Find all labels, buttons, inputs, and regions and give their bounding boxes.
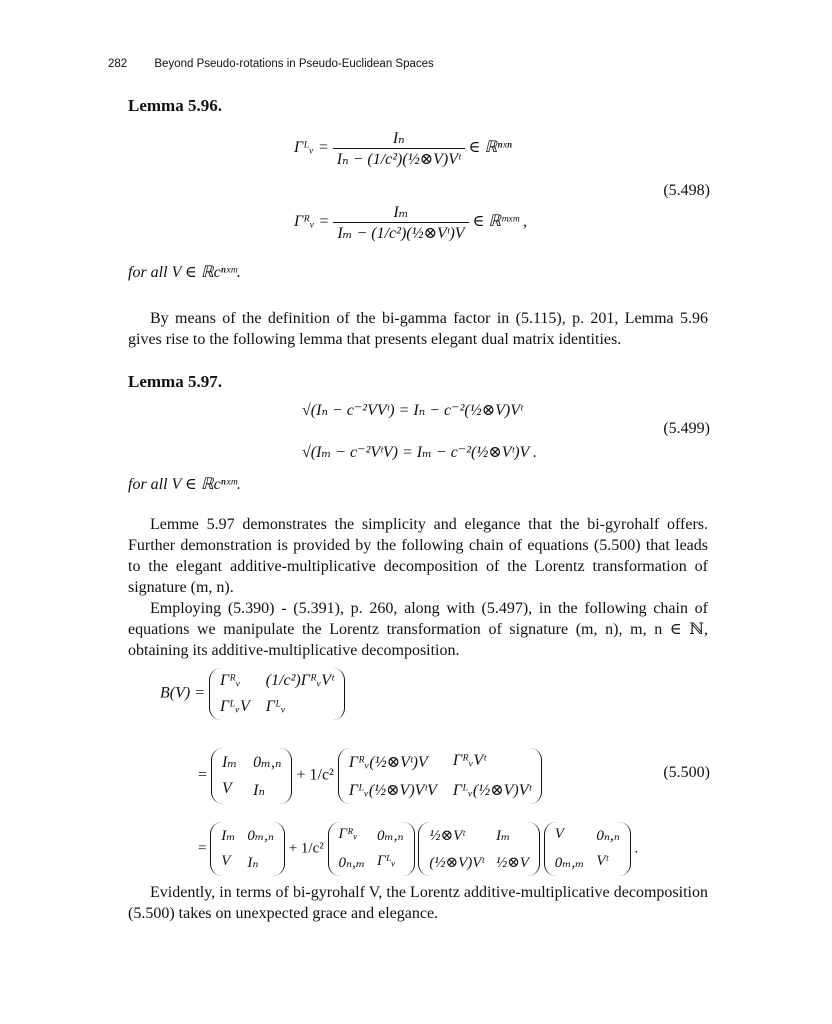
matrix-cell: (½⊗V)Vᵗ bbox=[429, 855, 484, 871]
eq-rhs: ∈ ℝⁿˣⁿ bbox=[468, 139, 512, 157]
matrix-cell: Iₙ bbox=[247, 855, 259, 871]
matrix-cell: V bbox=[221, 853, 231, 869]
matrix-cell: (1/c²)ΓᴿᵥVᵗ bbox=[265, 672, 334, 689]
paragraph-2: Lemme 5.97 demonstrates the simplicity and elegance that the bi-gyrohalf offers. Further demonstration is provided by the following chain of equations (5.500) that leads to the elegant additive-multiplicative decomposition of the Lorentz transformation of signature (m, n). bbox=[128, 516, 708, 596]
matrix-cell: Γᴿᵥ bbox=[338, 826, 358, 842]
matrix-cell: Γᴸᵥ(½⊗V)VᵗV bbox=[348, 782, 437, 799]
denominator: Iₙ − (1/c²)(½⊗V)Vᵗ bbox=[336, 151, 461, 168]
matrix-cell: 0ₘ,ₘ bbox=[554, 855, 585, 871]
matrix-cell: Γᴸᵥ bbox=[377, 853, 396, 869]
eq-5-498-line2 bbox=[294, 202, 527, 243]
matrix-cell: Iₙ bbox=[253, 782, 265, 799]
eq-number-5-499: (5.499) bbox=[663, 420, 710, 437]
eq-5-500-line2: = Iₘ 0ₘ,ₙ V Iₙ + 1/c² Γᴿᵥ(½⊗Vᵗ)V ΓᴿᵥVᵗ Γᴸᵥ(½⊗V)VᵗV Γᴸᵥ(½⊗V)Vᵗ bbox=[198, 748, 542, 804]
matrix-cell: Γᴸᵥ bbox=[265, 698, 286, 715]
matrix-cell: Γᴿᵥ(½⊗Vᵗ)V bbox=[348, 754, 428, 771]
eq-5-499-line1: √(Iₙ − c⁻²VVᵗ) = Iₙ − c⁻²(½⊗V)Vᵗ bbox=[302, 402, 523, 419]
numerator: Iₘ bbox=[333, 202, 468, 223]
eq-5-498-line1 bbox=[294, 128, 512, 169]
matrix-identity bbox=[210, 822, 285, 876]
running-title: Beyond Pseudo-rotations in Pseudo-Euclidean Spaces bbox=[154, 58, 434, 70]
eq-lhs: Γᴿᵥ = bbox=[294, 213, 330, 231]
paragraph-4: Evidently, in terms of bi-gyrohalf V, the Lorentz additive-multiplicative decomposition (5.500) takes on unexpected grace and elegance. bbox=[128, 884, 708, 922]
matrix-cell: 0ₘ,ₙ bbox=[377, 828, 404, 844]
eq-lhs: Γᴸᵥ = bbox=[294, 139, 329, 157]
matrix-cell: 0ₘ,ₙ bbox=[247, 828, 274, 844]
fraction bbox=[333, 202, 468, 243]
matrix-gamma-diag bbox=[328, 822, 415, 876]
paragraph-3: Employing (5.390) - (5.391), p. 260, along with (5.497), in the following chain of equations we manipulate the Lorentz transformation of signature (m, n), m, n ∈ ℕ, obtaining its additive-multiplicative decomposition. bbox=[128, 600, 708, 659]
numerator: Iₙ bbox=[333, 128, 465, 149]
matrix-cell: Iₘ bbox=[222, 754, 238, 771]
page-number: 282 bbox=[108, 58, 128, 70]
matrix-b bbox=[209, 668, 345, 720]
lemma-5-96-title: Lemma 5.96. bbox=[128, 96, 222, 115]
lemma-5-97-title: Lemma 5.97. bbox=[128, 372, 222, 391]
matrix-cell: 0ₘ,ₙ bbox=[253, 754, 282, 771]
matrix-cell: ΓᴿᵥVᵗ bbox=[452, 752, 486, 769]
eq-5-500-line1 bbox=[160, 668, 345, 720]
matrix-cell: Γᴸᵥ(½⊗V)Vᵗ bbox=[452, 782, 532, 799]
forall-5-96: for all V ∈ ℝcⁿˣᵐ. bbox=[128, 264, 241, 281]
fraction bbox=[333, 128, 465, 169]
matrix-cell: Iₘ bbox=[221, 828, 236, 844]
running-head bbox=[108, 58, 434, 70]
denominator: Iₘ − (1/c²)(½⊗Vᵗ)V bbox=[337, 225, 465, 242]
eq-5-500-line3: = Iₘ 0ₘ,ₙ V Iₙ + 1/c² Γᴿᵥ 0ₘ,ₙ 0ₙ,ₘ Γᴸᵥ ½⊗Vᵗ Iₘ (½⊗V)Vᵗ ½⊗V V 0ₙ,ₙ 0ₘ,ₘ Vᵗ . bbox=[198, 822, 638, 876]
paragraph-1: By means of the definition of the bi-gamma factor in (5.115), p. 201, Lemma 5.96 gives rise to the following lemma that presents elegant dual matrix identities. bbox=[128, 310, 708, 348]
matrix-v bbox=[544, 822, 631, 876]
matrix-cell: ½⊗V bbox=[495, 855, 529, 871]
matrix-cell: ΓᴸᵥV bbox=[220, 698, 250, 715]
matrix-cell: V bbox=[554, 826, 564, 842]
eq-number-5-498: (5.498) bbox=[663, 182, 710, 199]
matrix-cell: V bbox=[222, 780, 232, 797]
eq-5-499-line2: √(Iₘ − c⁻²VᵗV) = Iₘ − c⁻²(½⊗Vᵗ)V . bbox=[302, 444, 538, 461]
matrix-gamma-products bbox=[338, 748, 542, 804]
eq-number-5-500: (5.500) bbox=[663, 764, 710, 781]
eq-lhs: B(V) = bbox=[160, 684, 205, 702]
matrix-cell: ½⊗Vᵗ bbox=[429, 828, 465, 844]
eq-rhs: ∈ ℝᵐˣᵐ , bbox=[472, 213, 527, 231]
matrix-cell: 0ₙ,ₘ bbox=[338, 855, 366, 871]
forall-5-97: for all V ∈ ℝcⁿˣᵐ. bbox=[128, 476, 241, 493]
matrix-gyrohalf bbox=[418, 822, 540, 876]
matrix-cell: 0ₙ,ₙ bbox=[596, 828, 620, 844]
matrix-identity bbox=[211, 748, 292, 804]
matrix-cell: Iₘ bbox=[495, 828, 511, 844]
matrix-cell: Vᵗ bbox=[596, 853, 609, 869]
matrix-cell: Γᴿᵥ bbox=[220, 672, 241, 689]
